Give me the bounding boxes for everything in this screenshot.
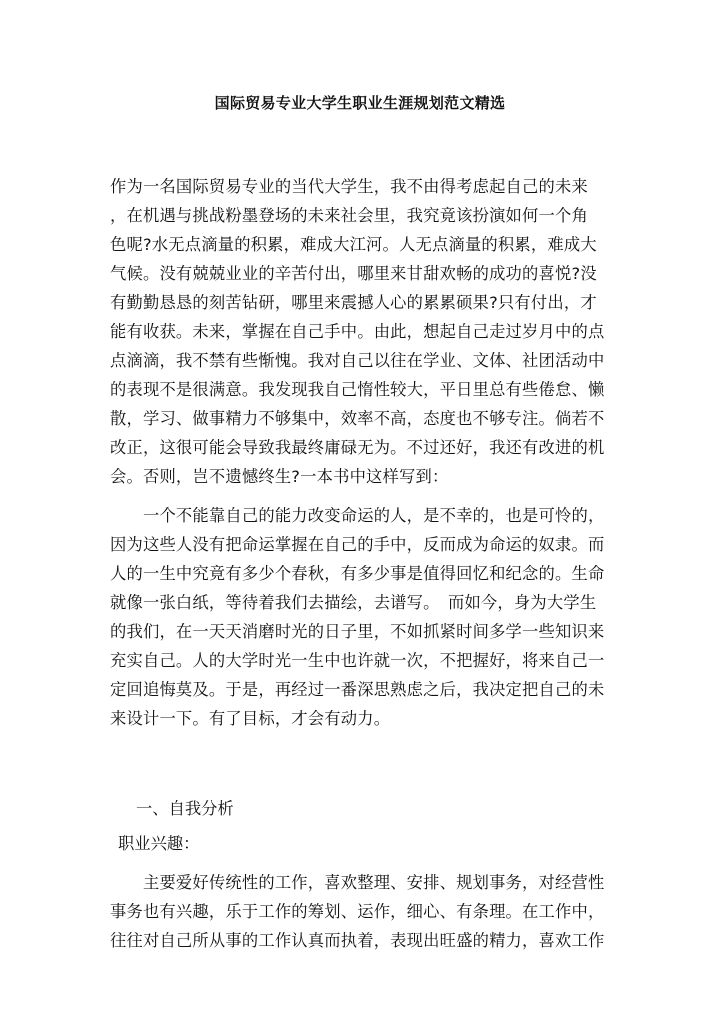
section-heading: 一、自我分析	[136, 799, 234, 818]
paragraph-line: 的我们，在一天天消磨时光的日子里，不如抓紧时间多学一些知识来	[110, 622, 605, 641]
paragraph-line: 点滴滴，我不禁有些惭愧。我对自己以往在学业、文体、社团活动中	[110, 351, 605, 370]
paragraph-line: 来设计一下。有了目标，才会有动力。	[110, 709, 391, 728]
paragraph-line: 定回追悔莫及。于是，再经过一番深思熟虑之后，我决定把自己的未	[110, 680, 605, 699]
paragraph-line: 往往对自己所从事的工作认真而执着，表现出旺盛的精力，喜欢工作	[110, 931, 605, 950]
paragraph-line: 主要爱好传统性的工作，喜欢整理、安排、规划事务，对经营性	[110, 873, 605, 892]
paragraph-line: 就像一张白纸，等待着我们去描绘，去谱写。 而如今，身为大学生	[110, 593, 597, 612]
paragraph-line: 散，学习、做事精力不够集中，效率不高，态度也不够专注。倘若不	[110, 409, 605, 428]
paragraph-line: 一个不能靠自己的能力改变命运的人，是不幸的，也是可怜的，	[110, 506, 605, 525]
subheading: 职业兴趣：	[118, 834, 200, 853]
paragraph-line: 事务也有兴趣，乐于工作的筹划、运作，细心、有条理。在工作中，	[110, 902, 605, 921]
paragraph-line: 气候。没有兢兢业业的辛苦付出，哪里来甘甜欢畅的成功的喜悦?没	[110, 264, 597, 283]
paragraph-line: ，在机遇与挑战粉墨登场的未来社会里，我究竟该扮演如何一个角	[110, 206, 588, 225]
paragraph-line: 会。否则，岂不遗憾终生?一本书中这样写到：	[110, 467, 449, 486]
paragraph-line: 改正，这很可能会导致我最终庸碌无为。不过还好，我还有改进的机	[110, 438, 605, 457]
paragraph-line: 充实自己。人的大学时光一生中也许就一次，不把握好，将来自己一	[110, 651, 605, 670]
paragraph-line: 的表现不是很满意。我发现我自己惰性较大，平日里总有些倦怠、懒	[110, 380, 605, 399]
paragraph-line: 人的一生中究竟有多少个春秋，有多少事是值得回忆和纪念的。生命	[110, 564, 605, 583]
paragraph-line: 有勤勤恳恳的刻苦钻研，哪里来震撼人心的累累硕果?只有付出，才	[110, 293, 597, 312]
paragraph-line: 色呢?水无点滴量的积累，难成大江河。人无点滴量的积累，难成大	[110, 235, 597, 254]
paragraph-line: 因为这些人没有把命运掌握在自己的手中，反而成为命运的奴隶。而	[110, 535, 605, 554]
paragraph-line: 作为一名国际贸易专业的当代大学生，我不由得考虑起自己的未来	[110, 177, 588, 196]
paragraph-line: 能有收获。未来，掌握在自己手中。由此，想起自己走过岁月中的点	[110, 322, 605, 341]
document-title: 国际贸易专业大学生职业生涯规划范文精选	[214, 94, 506, 112]
